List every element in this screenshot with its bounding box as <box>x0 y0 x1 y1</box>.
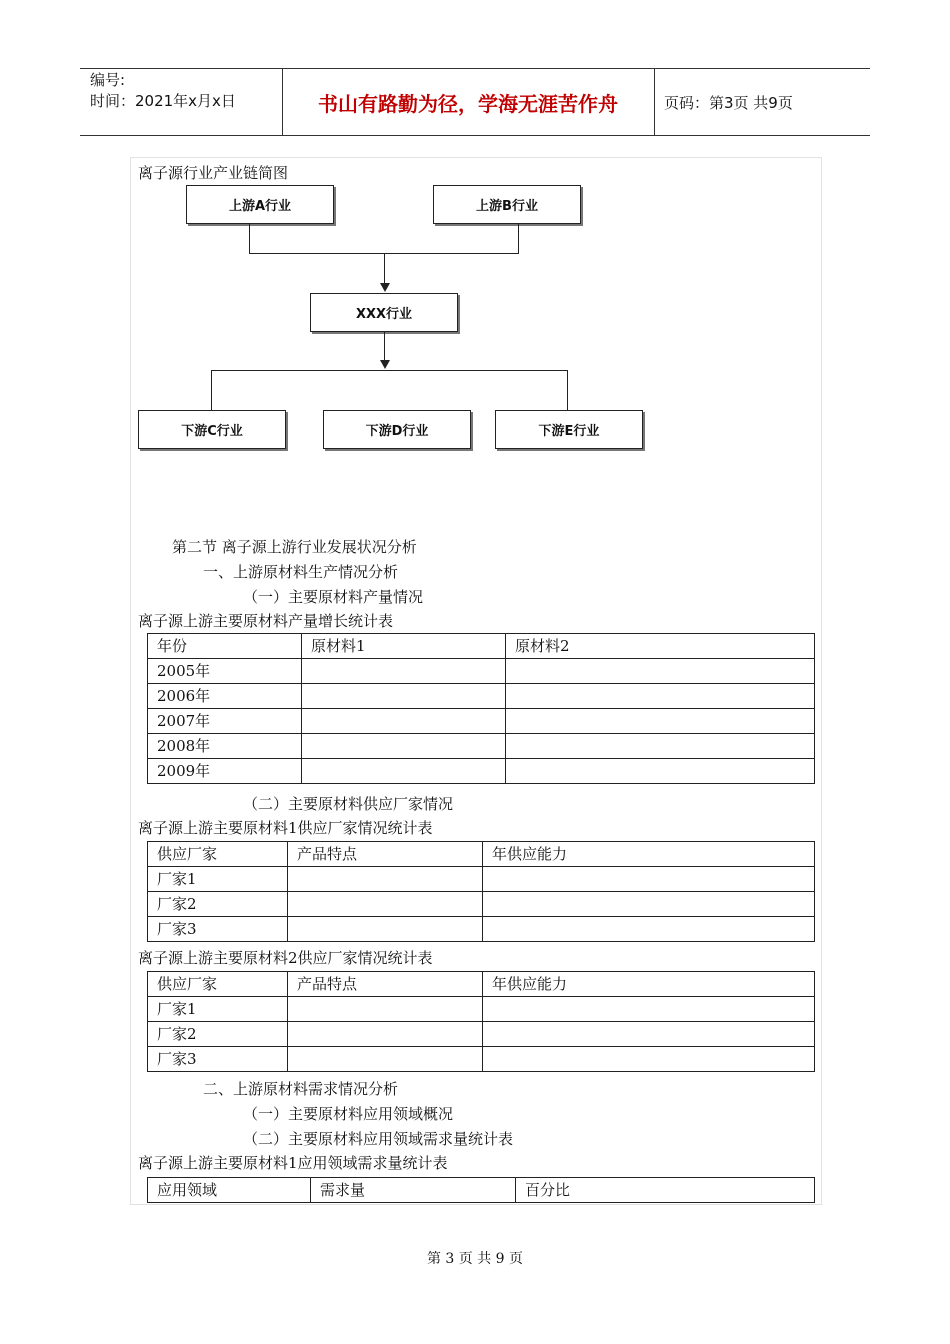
table-cell: 2007年 <box>148 709 302 734</box>
table-cell <box>302 709 506 734</box>
table-cell: 2008年 <box>148 734 302 759</box>
connector-line <box>249 223 250 254</box>
header-bottom-rule <box>80 135 870 136</box>
section-heading: 第二节 离子源上游行业发展状况分析 <box>172 538 417 556</box>
diagram-title: 离子源行业产业链简图 <box>138 164 289 182</box>
connector-line <box>567 370 568 410</box>
connector-line <box>211 370 568 371</box>
table-row <box>148 709 815 734</box>
table-row <box>148 867 815 892</box>
table-cell <box>506 684 815 709</box>
table-header-row <box>148 842 815 867</box>
table-header-row <box>148 634 815 659</box>
table-cell <box>288 917 483 942</box>
table-header-cell: 原材料2 <box>506 634 815 659</box>
table-cell <box>506 759 815 784</box>
header-motto: 书山有路勤为径，学海无涯苦作舟 <box>318 92 618 116</box>
table-cell <box>302 684 506 709</box>
table-header-cell: 原材料1 <box>302 634 506 659</box>
table-cell: 2006年 <box>148 684 302 709</box>
table-row <box>148 1022 815 1047</box>
table-row <box>148 684 815 709</box>
table-cell: 厂家3 <box>148 1047 288 1072</box>
table-cell <box>302 659 506 684</box>
time-label: 时间：2021年x月x日 <box>90 92 236 110</box>
table-cell <box>483 1022 815 1047</box>
table-cell <box>483 1047 815 1072</box>
table-cell <box>483 917 815 942</box>
table-row <box>148 892 815 917</box>
table-cell <box>483 997 815 1022</box>
table-row <box>148 759 815 784</box>
table-caption: 离子源上游主要原材料2供应厂家情况统计表 <box>138 949 433 967</box>
table-header-cell: 供应厂家 <box>148 842 288 867</box>
arrow-down-icon <box>380 360 390 369</box>
subsection-heading: 一、上游原材料生产情况分析 <box>203 563 399 581</box>
subsection-item: （一）主要原材料应用领域概况 <box>243 1105 454 1123</box>
connector-line <box>518 223 519 254</box>
table-caption: 离子源上游主要原材料1应用领域需求量统计表 <box>138 1154 448 1172</box>
connector-line <box>211 370 212 410</box>
table-header-cell: 百分比 <box>516 1178 815 1203</box>
table-cell <box>506 734 815 759</box>
table-cell <box>302 734 506 759</box>
header-top-rule <box>80 68 870 69</box>
table-cell: 厂家2 <box>148 1022 288 1047</box>
subsection-item: （一）主要原材料产量情况 <box>243 588 424 606</box>
supplier-table-1 <box>147 841 815 942</box>
subsection-heading: 二、上游原材料需求情况分析 <box>203 1080 399 1098</box>
table-row <box>148 659 815 684</box>
table-cell: 厂家1 <box>148 867 288 892</box>
table-header-cell: 应用领域 <box>148 1178 311 1203</box>
table-header-cell: 年份 <box>148 634 302 659</box>
table-cell <box>288 1047 483 1072</box>
diagram-box-center: XXX行业 <box>310 293 458 332</box>
table-cell <box>288 867 483 892</box>
table-header-cell: 需求量 <box>311 1178 516 1203</box>
table-header-cell: 年供应能力 <box>483 842 815 867</box>
serial-label: 编号: <box>90 71 126 89</box>
table-row <box>148 917 815 942</box>
header-left <box>90 70 236 112</box>
diagram-box-downstream-d: 下游D行业 <box>323 410 471 449</box>
table-caption: 离子源上游主要原材料1供应厂家情况统计表 <box>138 819 433 837</box>
table-cell: 厂家1 <box>148 997 288 1022</box>
table-cell <box>288 1022 483 1047</box>
table-cell <box>483 867 815 892</box>
subsection-item: （二）主要原材料供应厂家情况 <box>243 795 454 813</box>
diagram-box-upstream-a: 上游A行业 <box>186 185 334 224</box>
table-cell <box>302 759 506 784</box>
table-row <box>148 1047 815 1072</box>
diagram-box-downstream-e: 下游E行业 <box>495 410 643 449</box>
demand-table <box>147 1177 815 1203</box>
subsection-item: （二）主要原材料应用领域需求量统计表 <box>243 1130 514 1148</box>
table-header-row <box>148 972 815 997</box>
table-cell <box>288 892 483 917</box>
table-header-cell: 产品特点 <box>288 842 483 867</box>
table-row <box>148 997 815 1022</box>
table-cell: 厂家3 <box>148 917 288 942</box>
page-indicator: 页码：第3页 共9页 <box>664 94 793 112</box>
table-cell <box>506 709 815 734</box>
connector-line <box>384 253 385 283</box>
table-cell: 厂家2 <box>148 892 288 917</box>
table-cell <box>288 997 483 1022</box>
supplier-table-2 <box>147 971 815 1072</box>
table-caption: 离子源上游主要原材料产量增长统计表 <box>138 612 394 630</box>
diagram-box-upstream-b: 上游B行业 <box>433 185 581 224</box>
table-header-row <box>148 1178 815 1203</box>
table-row <box>148 734 815 759</box>
table-header-cell: 产品特点 <box>288 972 483 997</box>
header-divider <box>654 69 655 135</box>
table-cell: 2009年 <box>148 759 302 784</box>
diagram-box-downstream-c: 下游C行业 <box>138 410 286 449</box>
table-cell <box>506 659 815 684</box>
table-cell: 2005年 <box>148 659 302 684</box>
connector-line <box>384 331 385 360</box>
table-header-cell: 年供应能力 <box>483 972 815 997</box>
production-table <box>147 633 815 784</box>
page-footer: 第 3 页 共 9 页 <box>426 1251 524 1267</box>
table-header-cell: 供应厂家 <box>148 972 288 997</box>
arrow-down-icon <box>380 283 390 292</box>
table-cell <box>483 892 815 917</box>
